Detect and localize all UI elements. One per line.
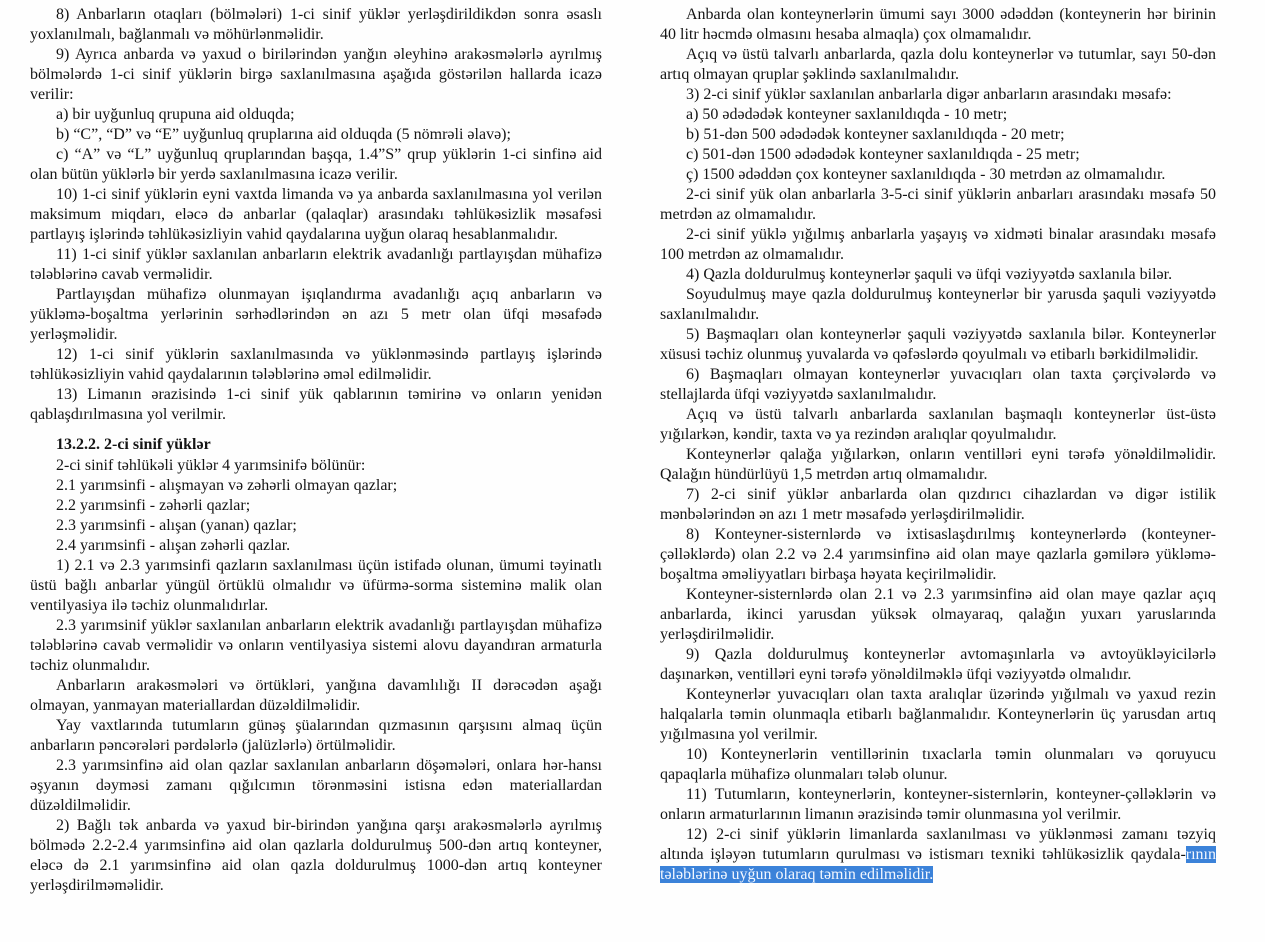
paragraph: 2.2 yarımsinfi - zəhərli qazlar; (56, 497, 251, 514)
paragraph: 6) Başmaqları olmayan konteynerlər yuvacıqları olan taxta çərçivələrdə və stellajlarda üfqi vəziyyətdə saxlanılmalıdır. (660, 366, 1216, 403)
paragraph: 8) Konteyner-sisternlərdə və ixtisaslaşdırılmış konteynerlərdə (konteyner-çəlləklərdə) olan 2.2 və 2.4 yarımsinfinə aid olan maye qazlarla gəmilərə yükləmə-boşaltma əməliyyatları birbaşa həyata keçirilməlidir. (660, 526, 1216, 583)
paragraph: c) 501-dən 1500 ədədədək konteyner saxlanıldıqda - 25 metr; (686, 146, 1080, 163)
paragraph: Açıq və üstü talvarlı anbarlarda saxlanılan başmaqlı konteynerlər üst-üstə yığılarkən, kəndir, taxta və ya rezindən aralıqlar qoyulmalıdır. (660, 406, 1216, 443)
paragraph: c) “A” və “L” uyğunluq qruplarından başqa, 1.4”S” qrup yüklərin 1-ci sinfinə aid olan bütün yüklərlə bir yerdə saxlanılmasına icazə verilir. (30, 146, 602, 183)
paragraph-text: 12) 2-ci sinif yüklərin limanlarda saxlanılması və yüklənməsi zamanı təzyiq altında işləyən tutumların qurulması və istismarı texniki təhlükəsizlik qaydala- (660, 826, 1216, 863)
paragraph: b) 51-dən 500 ədədədək konteyner saxlanıldıqda - 20 metr; (686, 126, 1065, 143)
paragraph: 2-ci sinif yüklə yığılmış anbarlarla yaşayış və xidməti binalar arasındakı məsafə 100 metrdən az olmamalıdır. (660, 226, 1216, 263)
paragraph: Konteynerlər yuvacıqları olan taxta aralıqlar üzərində yığılmalı və yaxud rezin halqalarla təmin olunmaqla etibarlı bağlanmalıdır. Konteynerlərin üç yarusdan artıq yığılmasına yol verilmir. (660, 686, 1216, 743)
paragraph: 1) 2.1 və 2.3 yarımsinfi qazların saxlanılması üçün istifadə olunan, ümumi təyinatlı üstü bağlı anbarlar yüngül örtüklü olmalıdır və üfürmə-sorma sisteminə malik olan ventilyasiya ilə təchiz olunmalıdırlar. (30, 557, 602, 614)
paragraph: ç) 1500 ədəddən çox konteyner saxlanıldıqda - 30 metrdən az olmamalıdır. (686, 166, 1166, 183)
paragraph: Anbarda olan konteynerlərin ümumi sayı 3000 ədəddən (konteynerin hər birinin 40 litr həcmdə olmasını hesaba almaqla) çox olmamalıdır. (660, 6, 1216, 43)
paragraph: 11) 1-ci sinif yüklər saxlanılan anbarların elektrik avadanlığı partlayışdan mühafizə tələblərinə cavab verməlidir. (30, 246, 602, 283)
paragraph: 12) 1-ci sinif yüklərin saxlanılmasında və yüklənməsində partlayış işlərində təhlükəsizliyin vahid qaydalarının tələblərinə əməl edilməlidir. (30, 346, 602, 383)
paragraph: 11) Tutumların, konteynerlərin, konteyner-sisternlərin, konteyner-çəlləklərin və onların armaturlarının limanın ərazisində təmir olunmasına yol verilmir. (660, 786, 1216, 823)
paragraph: 2.3 yarımsinfinə aid olan qazlar saxlanılan anbarların döşəmələri, onlara hər-hansı əşyanın dəyməsi zamanı qığılcımın törənməsini istisna edən materiallardan düzəldilməlidir. (30, 757, 602, 814)
paragraph: Konteynerlər qalağa yığılarkən, onların ventilləri eyni tərəfə yönəldilməlidir. Qalağın hündürlüyü 1,5 metrdən artıq olmamalıdır. (660, 446, 1216, 483)
paragraph: 2-ci sinif yük olan anbarlarla 3-5-ci sinif yüklərin anbarları arasındakı məsafə 50 metrdən az olmamalıdır. (660, 186, 1216, 223)
paragraph: 10) 1-ci sinif yüklərin eyni vaxtda limanda və ya anbarda saxlanılmasına yol verilən maksimum miqdarı, eləcə də anbarlar (qalaqlar) arasındakı təhlükəsizlik məsafəsi partlayış işlərində təhlükəsizliyin vahid qaydalarına uyğun olaraq hesablanmalıdır. (30, 186, 602, 243)
paragraph: 7) 2-ci sinif yüklər anbarlarda olan qızdırıcı cihazlardan və digər istilik mənbələrindən ən azı 1 metr məsafədə yerləşdirilməlidir. (660, 486, 1216, 523)
paragraph: 4) Qazla doldurulmuş konteynerlər şaquli və üfqi vəziyyətdə saxlanıla bilər. (686, 266, 1173, 283)
paragraph: Yay vaxtlarında tutumların günəş şüalarından qızmasının qarşısını almaq üçün anbarların pəncərələri pərdələrlə (jalüzlərlə) örtülməlidir. (30, 717, 602, 754)
paragraph: Açıq və üstü talvarlı anbarlarda, qazla dolu konteynerlər və tutumlar, sayı 50-dən artıq olmayan qruplar şəklində saxlanılmalıdır. (660, 46, 1216, 83)
paragraph: Partlayışdan mühafizə olunmayan işıqlandırma avadanlığı açıq anbarların və yükləmə-boşaltma yerlərinin sərhədlərindən ən azı 5 metr olan üfqi məsafədə yerləşməlidir. (30, 286, 602, 343)
paragraph: 8) Anbarların otaqları (bölmələri) 1-ci sinif yüklər yerləşdirildikdən sonra əsaslı yoxlanılmalı, bağlanmalı və möhürlənməlidir. (30, 6, 602, 43)
left-text-column (30, 5, 602, 896)
paragraph: 9) Ayrıca anbarda və yaxud o birilərindən yanğın əleyhinə arakəsmələrlə ayrılmış bölmələrdə 1-ci sinif yüklərin birgə saxlanılmasına aşağıda göstərilən hallarda icazə verilir: (30, 46, 602, 103)
paragraph: 10) Konteynerlərin ventillərinin tıxaclarla təmin olunmaları və qoruyucu qapaqlarla mühafizə olunmaları tələb olunur. (660, 746, 1216, 783)
right-text-column (660, 5, 1216, 885)
paragraph: Anbarların arakəsmələri və örtükləri, yanğına davamlılığı II dərəcədən aşağı olmayan, yanmayan materiallardan düzəldilməlidir. (30, 677, 602, 714)
section-heading: 13.2.2. 2-ci sinif yüklər (56, 436, 211, 453)
paragraph: Konteyner-sisternlərdə olan 2.1 və 2.3 yarımsinfinə aid olan maye qazlar açıq anbarlarda, ikinci yarusdan yüksək olmayaraq, qalağın yuxarı yaruslarında yerləşdirilməlidir. (660, 586, 1216, 643)
paragraph: 2-ci sinif təhlükəli yüklər 4 yarımsinifə bölünür: (56, 457, 366, 474)
paragraph: 2.1 yarımsinfi - alışmayan və zəhərli olmayan qazlar; (56, 477, 398, 494)
paragraph: a) bir uyğunluq qrupuna aid olduqda; (56, 106, 295, 123)
paragraph (660, 825, 1216, 885)
paragraph: 3) 2-ci sinif yüklər saxlanılan anbarlarla digər anbarların arasındakı məsafə: (686, 86, 1172, 103)
paragraph: b) “C”, “D” və “E” uyğunluq qruplarına aid olduqda (5 nömrəli əlavə); (56, 126, 511, 143)
paragraph: 2.4 yarımsinfi - alışan zəhərli qazlar. (56, 537, 291, 554)
paragraph: 2.3 yarımsinif yüklər saxlanılan anbarların elektrik avadanlığı partlayışdan mühafizə tələblərinə cavab verməlidir və onların ventilyasiya sistemi alovu dayandıran armaturla təchiz olunmalıdır. (30, 617, 602, 674)
paragraph: 9) Qazla doldurulmuş konteynerlər avtomaşınlarla və avtoyükləyicilərlə daşınarkən, ventilləri eyni tərəfə yönəldilməklə üfqi vəziyyətdə olmalıdır. (660, 646, 1216, 683)
paragraph: 13) Limanın ərazisində 1-ci sinif yük qablarının təmirinə və onların yenidən qablaşdırılmasına yol verilmir. (30, 386, 602, 423)
paragraph: 5) Başmaqları olan konteynerlər şaquli vəziyyətdə saxlanıla bilər. Konteynerlər xüsusi təchiz olunmuş yuvalarda və qəfəslərdə qoyulmalı və etibarlı bərkidilməlidir. (660, 326, 1216, 363)
paragraph: 2) Bağlı tək anbarda və yaxud bir-birindən yanğına qarşı arakəsmələrlə ayrılmış bölmədə 2.2-2.4 yarımsinfinə aid olan qazlarla doldurulmuş 500-dən artıq konteyner, eləcə də 2.1 yarımsinfinə aid olan qazla doldurulmuş 1000-dən artıq konteyner yerləşdirilməməlidir. (30, 817, 602, 894)
paragraph: 2.3 yarımsinfi - alışan (yanan) qazlar; (56, 517, 297, 534)
selected-text-highlight: rının tələblərinə uyğun olaraq təmin edilməlidir. (660, 846, 1216, 883)
paragraph: a) 50 ədədədək konteyner saxlanıldıqda - 10 metr; (686, 106, 1008, 123)
paragraph: Soyudulmuş maye qazla doldurulmuş konteynerlər bir yarusda şaquli vəziyyətdə saxlanılmalıdır. (660, 286, 1216, 323)
